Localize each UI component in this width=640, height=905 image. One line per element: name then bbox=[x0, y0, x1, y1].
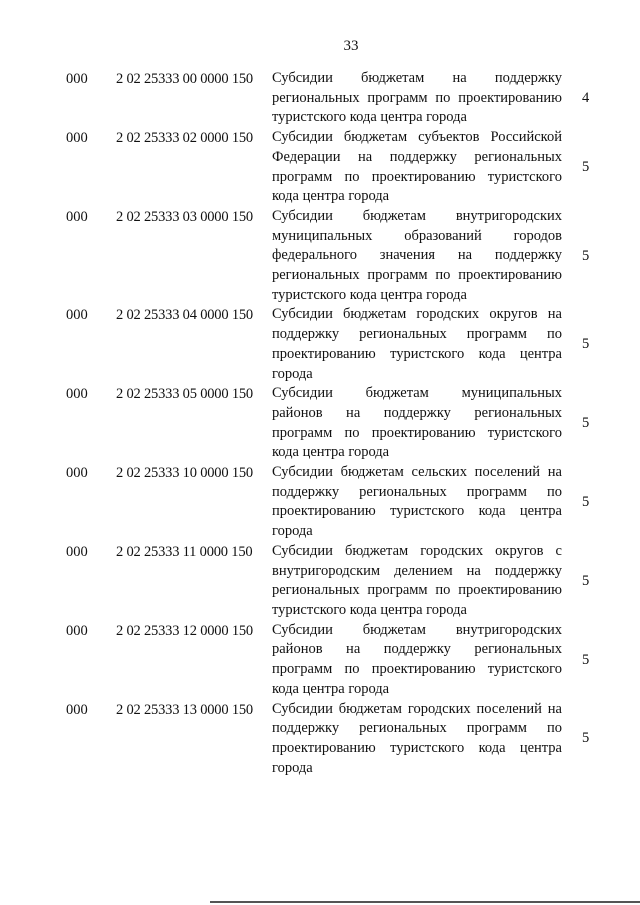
description-line: районов на поддержку региональных bbox=[272, 404, 562, 421]
description-line: внутригородским делением на поддержку bbox=[272, 562, 562, 579]
description-line: Федерации на поддержку региональных bbox=[272, 148, 562, 165]
description-line: программ по проектированию туристского bbox=[272, 424, 562, 441]
description-line: Субсидии бюджетам городских округов на bbox=[272, 306, 562, 323]
budget-code: 2 02 25333 02 0000 150 bbox=[116, 130, 253, 147]
budget-code: 2 02 25333 03 0000 150 bbox=[116, 208, 253, 225]
description-line: кода центра города bbox=[272, 680, 390, 697]
description-line: туристского кода центра города bbox=[272, 601, 467, 618]
table-row bbox=[0, 305, 640, 384]
description-line: Субсидии бюджетам внутригородских bbox=[272, 207, 562, 224]
description-line: программ по проектированию туристского bbox=[272, 661, 562, 678]
description-line: проектированию туристского кода центра bbox=[272, 503, 562, 520]
amount-value: 5 bbox=[582, 730, 590, 747]
amount-value: 5 bbox=[582, 572, 590, 589]
description-line: поддержку региональных программ по bbox=[272, 326, 562, 343]
income-description bbox=[272, 463, 562, 542]
description-line: Субсидии бюджетам на поддержку bbox=[272, 70, 562, 86]
description-line: Субсидии бюджетам городских округов с bbox=[272, 542, 562, 559]
budget-code: 2 02 25333 05 0000 150 bbox=[116, 386, 253, 403]
budget-code: 2 02 25333 00 0000 150 bbox=[116, 71, 253, 87]
admin-code: 000 bbox=[66, 701, 88, 718]
description-line: региональных программ по проектированию bbox=[272, 582, 562, 599]
page-bottom-edge bbox=[210, 901, 640, 903]
amount-value: 4 bbox=[582, 90, 590, 107]
description-line: кода центра города bbox=[272, 188, 390, 205]
description-line: Субсидии бюджетам внутригородских bbox=[272, 621, 562, 638]
income-description bbox=[272, 69, 562, 128]
table-row bbox=[0, 384, 640, 463]
table-row bbox=[0, 69, 640, 128]
budget-code: 2 02 25333 11 0000 150 bbox=[116, 543, 253, 560]
description-line: Субсидии бюджетам субъектов Российской bbox=[272, 129, 562, 146]
table-row bbox=[0, 207, 640, 306]
amount-value: 5 bbox=[582, 159, 590, 176]
description-line: поддержку региональных программ по bbox=[272, 483, 562, 500]
description-line: города bbox=[272, 365, 313, 382]
admin-code: 000 bbox=[66, 386, 88, 403]
amount-value: 5 bbox=[582, 493, 590, 510]
description-line: Субсидии бюджетам городских поселений на bbox=[272, 700, 562, 717]
admin-code: 000 bbox=[66, 622, 88, 639]
description-line: программ по проектированию туристского bbox=[272, 168, 562, 185]
description-line: проектированию туристского кода центра bbox=[272, 345, 562, 362]
budget-classification-table bbox=[0, 69, 640, 778]
income-description bbox=[272, 542, 562, 621]
income-description bbox=[272, 700, 562, 779]
table-row bbox=[0, 621, 640, 700]
description-line: проектированию туристского кода центра bbox=[272, 739, 562, 756]
budget-code: 2 02 25333 04 0000 150 bbox=[116, 307, 253, 324]
admin-code: 000 bbox=[66, 71, 88, 87]
description-line: федерального значения на поддержку bbox=[272, 247, 562, 264]
description-line: районов на поддержку региональных bbox=[272, 641, 562, 658]
amount-value: 5 bbox=[582, 415, 590, 432]
description-line: Субсидии бюджетам муниципальных bbox=[272, 385, 562, 402]
amount-value: 5 bbox=[582, 651, 590, 668]
admin-code: 000 bbox=[66, 130, 88, 147]
budget-code: 2 02 25333 10 0000 150 bbox=[116, 465, 253, 482]
admin-code: 000 bbox=[66, 543, 88, 560]
budget-code: 2 02 25333 12 0000 150 bbox=[116, 622, 253, 639]
admin-code: 000 bbox=[66, 465, 88, 482]
description-line: туристского кода центра города bbox=[272, 109, 467, 126]
table-row bbox=[0, 463, 640, 542]
description-line: региональных программ по проектированию bbox=[272, 89, 562, 106]
amount-value: 5 bbox=[582, 336, 590, 353]
amount-value: 5 bbox=[582, 247, 590, 264]
description-line: города bbox=[272, 523, 313, 540]
income-description bbox=[272, 128, 562, 207]
income-description bbox=[272, 621, 562, 700]
description-line: муниципальных образований городов bbox=[272, 227, 562, 244]
income-description bbox=[272, 207, 562, 306]
budget-code: 2 02 25333 13 0000 150 bbox=[116, 701, 253, 718]
description-line: поддержку региональных программ по bbox=[272, 720, 562, 737]
table-row bbox=[0, 700, 640, 779]
admin-code: 000 bbox=[66, 307, 88, 324]
description-line: региональных программ по проектированию bbox=[272, 267, 562, 284]
income-description bbox=[272, 305, 562, 384]
table-row bbox=[0, 542, 640, 621]
page-number: 33 bbox=[343, 38, 359, 54]
income-description bbox=[272, 384, 562, 463]
description-line: кода центра города bbox=[272, 444, 390, 461]
admin-code: 000 bbox=[66, 208, 88, 225]
description-line: туристского кода центра города bbox=[272, 286, 467, 303]
table-row bbox=[0, 128, 640, 207]
description-line: города bbox=[272, 759, 313, 776]
description-line: Субсидии бюджетам сельских поселений на bbox=[272, 464, 562, 481]
